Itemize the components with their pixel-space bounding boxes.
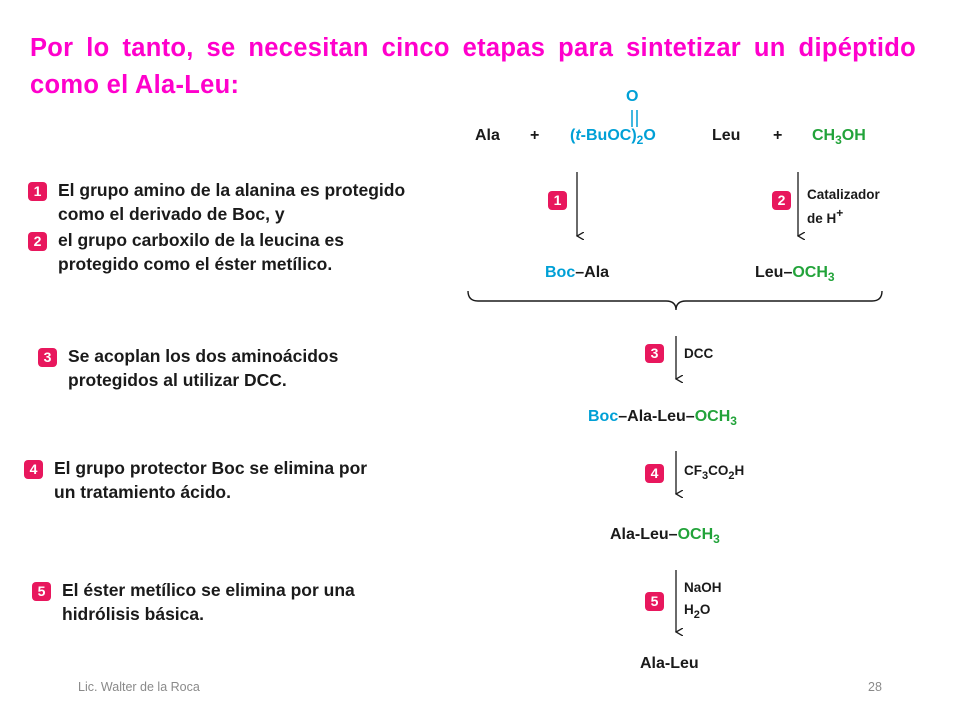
deprotected-ester: [610, 526, 720, 546]
catalyst-line-2: de H: [807, 211, 837, 226]
tfa-sub-1: 3: [702, 470, 709, 482]
reagent-methanol: [812, 127, 866, 147]
boc-reagent-prefix: (: [570, 127, 576, 144]
reagent-water: [684, 599, 722, 626]
reactant-ala: Ala: [475, 127, 500, 144]
dipeptide-mid: –Ala-Leu–: [618, 408, 695, 425]
step-4-badge: 4: [24, 460, 43, 479]
scheme-badge-4: 4: [645, 464, 664, 483]
plus-sign-1: +: [530, 127, 540, 144]
boc-reagent-mid: -BuOC): [580, 127, 637, 144]
step-2-badge: 2: [28, 232, 47, 251]
protected-dipeptide: [588, 408, 737, 428]
scheme-badge-3: 3: [645, 344, 664, 363]
reagent-dcc: DCC: [684, 346, 714, 361]
plus-sign-2: +: [773, 127, 783, 144]
catalyst-line-1: Catalizador: [807, 187, 880, 202]
boc-reagent-end: O: [643, 127, 656, 144]
step-5-text: El éster metílico se elimina por una hidrólisis básica.: [62, 580, 355, 624]
reagent-tfa: [684, 462, 744, 485]
step-4-text: El grupo protector Boc se elimina por un tratamiento ácido.: [54, 458, 368, 502]
water-a: H: [684, 602, 694, 617]
intermediate-leu-och3: [755, 264, 835, 284]
boc-reagent-t: t: [575, 127, 581, 144]
leu-och3-sub: 3: [827, 270, 835, 284]
step-1-text: El grupo amino de la alanina es protegido como el derivado de Boc, y: [58, 180, 406, 224]
reagent-boc-anhydride: [570, 127, 656, 147]
step-5-badge: 5: [32, 582, 51, 601]
reagent-naoh: NaOH: [684, 580, 722, 595]
catalyst-sup: +: [836, 206, 844, 220]
final-product: Ala-Leu: [640, 655, 699, 672]
dipeptide-och: OCH: [694, 408, 731, 425]
water-b: O: [699, 602, 711, 617]
boc-reagent-sub: 2: [636, 133, 644, 147]
scheme-badge-2: 2: [772, 191, 791, 210]
methanol-sub: 3: [835, 133, 842, 147]
tfa-a: CF: [684, 463, 702, 478]
intermediate-boc-ala: [545, 264, 609, 282]
reagent-naoh-water: [684, 577, 722, 626]
deprot-a: Ala-Leu–: [610, 526, 678, 543]
step-1-badge: 1: [28, 182, 47, 201]
footer-author: Lic. Walter de la Roca: [78, 680, 200, 694]
boc-ala-rest: –Ala: [575, 264, 610, 281]
water-sub: 2: [693, 609, 700, 621]
dipeptide-boc: Boc: [588, 408, 619, 425]
step-3-text: Se acoplan los dos aminoácidos protegidos al utilizar DCC.: [68, 346, 339, 390]
tfa-sub-2: 2: [728, 470, 735, 482]
scheme-badge-5: 5: [645, 592, 664, 611]
deprot-och: OCH: [677, 526, 714, 543]
tfa-c: H: [734, 463, 745, 478]
tfa-b: CO: [708, 463, 729, 478]
scheme-badge-1: 1: [548, 191, 567, 210]
step-3-badge: 3: [38, 348, 57, 367]
combine-brace: [468, 291, 882, 310]
catalyst-label: [807, 186, 880, 228]
carbonyl-oxygen: O: [626, 88, 639, 105]
step-2-text: el grupo carboxilo de la leucina es protegido como el éster metílico.: [58, 230, 344, 274]
reactant-leu: Leu: [712, 127, 741, 144]
dipeptide-sub: 3: [730, 414, 737, 428]
methanol-b: OH: [841, 127, 866, 144]
leu-och3-leu: Leu–: [755, 264, 793, 281]
boc-ala-boc: Boc: [545, 264, 576, 281]
deprot-sub: 3: [713, 532, 720, 546]
leu-och3-och: OCH: [792, 264, 828, 281]
slide-title: Por lo tanto, se necesitan cinco etapas para sintetizar un dipéptido como el Ala-Leu:: [30, 34, 916, 99]
methanol-a: CH: [812, 127, 836, 144]
footer-page-number: 28: [868, 680, 882, 694]
